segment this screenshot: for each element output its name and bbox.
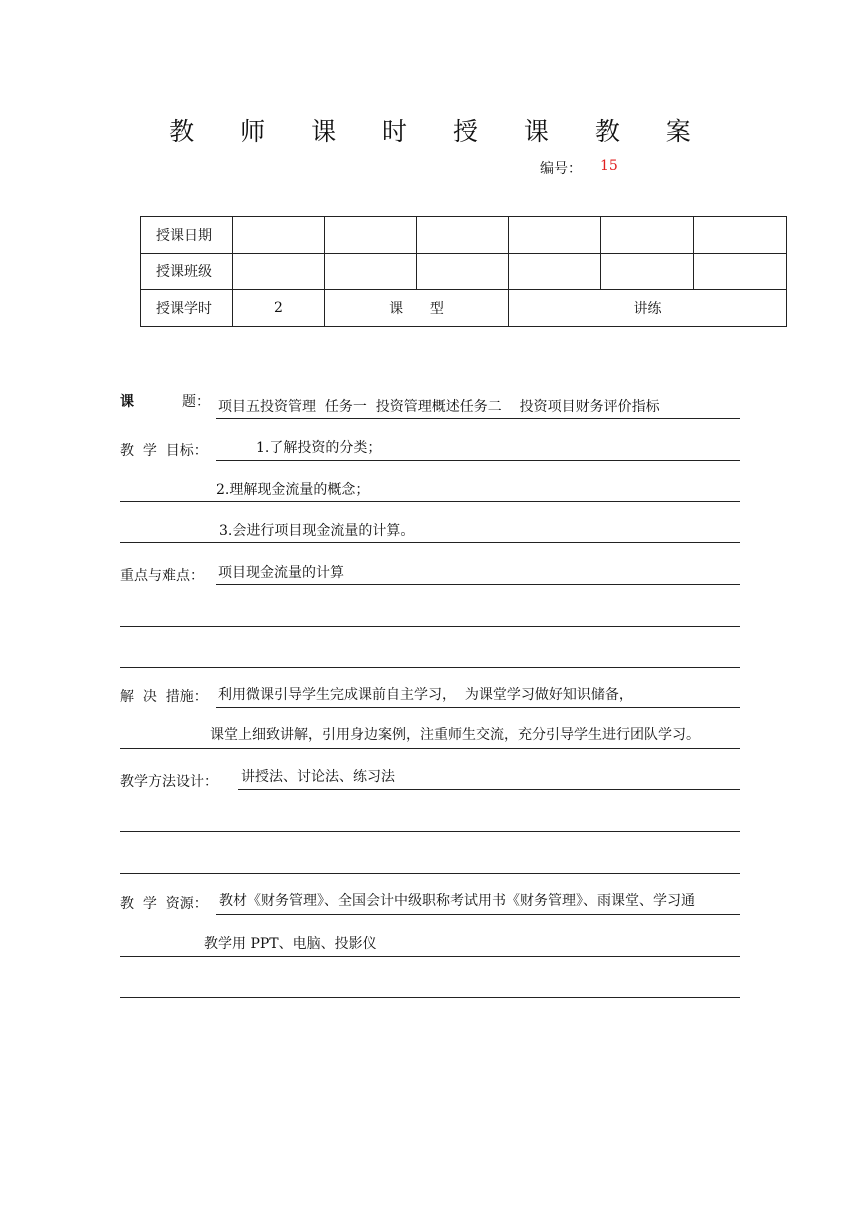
class-cell bbox=[509, 253, 601, 290]
hours-label: 授课学时 bbox=[141, 290, 233, 327]
methods-value: 讲授法、讨论法、练习法 bbox=[241, 769, 395, 785]
date-cell bbox=[694, 217, 787, 254]
blank-line bbox=[120, 997, 740, 998]
objective-underline bbox=[120, 542, 740, 543]
blank-line bbox=[120, 667, 740, 668]
solutions-line1: 利用微课引导学生完成课前自主学习， 为课堂学习做好知识储备， bbox=[218, 687, 633, 703]
table-row-class bbox=[141, 253, 787, 290]
methods-underline bbox=[238, 789, 740, 790]
number-label: 编号： bbox=[540, 161, 582, 177]
class-cell bbox=[694, 253, 787, 290]
topic-label-second: 题： bbox=[182, 394, 210, 410]
resources-line1: 教材《财务管理》、全国会计中级职称考试用书《财务管理》、雨课堂、学习通 bbox=[219, 893, 695, 909]
blank-line bbox=[120, 626, 740, 627]
blank-line bbox=[120, 831, 740, 832]
page-title: 教 师 课 时 授 课 教 案 bbox=[169, 117, 710, 146]
objective-underline bbox=[120, 501, 740, 502]
objectives-label: 教 学 目标： bbox=[120, 443, 208, 459]
topic-underline bbox=[216, 418, 740, 419]
date-label: 授课日期 bbox=[141, 217, 233, 254]
date-cell bbox=[233, 217, 325, 254]
class-label: 授课班级 bbox=[141, 253, 233, 290]
resources-line2: 教学用 PPT、电脑、投影仪 bbox=[204, 936, 377, 952]
date-cell bbox=[325, 217, 417, 254]
type-value: 讲练 bbox=[509, 290, 787, 327]
topic-label-first: 课 bbox=[120, 394, 134, 410]
date-cell bbox=[601, 217, 694, 254]
key-points-value: 项目现金流量的计算 bbox=[218, 565, 344, 581]
schedule-table bbox=[140, 216, 787, 327]
resources-underline bbox=[120, 956, 740, 957]
key-points-label: 重点与难点： bbox=[120, 568, 204, 584]
hours-value: 2 bbox=[233, 290, 325, 327]
resources-underline bbox=[216, 914, 740, 915]
table-row-hours bbox=[141, 290, 787, 327]
methods-label: 教学方法设计： bbox=[120, 774, 218, 790]
table-row-date bbox=[141, 217, 787, 254]
topic-value: 项目五投资管理 任务一 投资管理概述任务二 投资项目财务评价指标 bbox=[218, 399, 660, 415]
solutions-label: 解 决 措施： bbox=[120, 689, 208, 705]
class-cell bbox=[417, 253, 509, 290]
solutions-underline bbox=[216, 707, 740, 708]
objective-item: 3.会进行项目现金流量的计算。 bbox=[219, 523, 415, 539]
key-points-underline bbox=[216, 584, 740, 585]
objective-underline bbox=[216, 460, 740, 461]
objective-item: 1.了解投资的分类； bbox=[256, 440, 382, 456]
solutions-underline bbox=[120, 748, 740, 749]
objective-item: 2.理解现金流量的概念； bbox=[216, 482, 370, 498]
type-label: 课 型 bbox=[325, 290, 509, 327]
solutions-line2: 课堂上细致讲解，引用身边案例，注重师生交流，充分引导学生进行团队学习。 bbox=[210, 727, 700, 743]
class-cell bbox=[325, 253, 417, 290]
date-cell bbox=[509, 217, 601, 254]
class-cell bbox=[601, 253, 694, 290]
resources-label: 教 学 资源： bbox=[120, 896, 208, 912]
blank-line bbox=[120, 873, 740, 874]
number-value: 15 bbox=[600, 158, 618, 174]
date-cell bbox=[417, 217, 509, 254]
class-cell bbox=[233, 253, 325, 290]
